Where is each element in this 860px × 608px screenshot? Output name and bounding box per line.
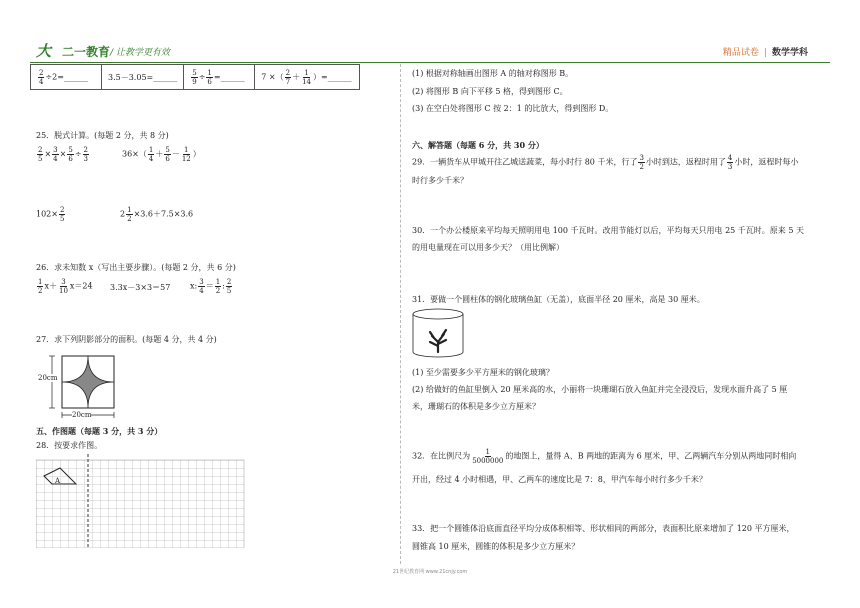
q28-step-1: (1) 根据对称轴画出图形 A 的轴对称图形 B。	[412, 69, 574, 78]
q26-expr-1: $\frac{1}{2}$ x＋ $\frac{3}{10}$ x＝24	[38, 278, 93, 295]
calc-cell-4-tail: ）=______	[312, 72, 352, 81]
section-5-title: 五、作图题（每题 3 分，共 3 分）	[36, 426, 163, 436]
calc-cell-4: 7 ×（ $\frac{2}{7}$ ＋ $\frac{1}{14}$ ）=______	[255, 65, 360, 90]
calc-cell-2	[102, 65, 184, 90]
header-tag: 精品试卷	[722, 48, 759, 58]
fish-tank-icon	[410, 306, 466, 362]
drawing-grid	[36, 452, 246, 548]
header-subject: 数学学科	[771, 48, 808, 58]
q33-line-2: 圆锥高 10 厘米，圆锥的体积是多少立方厘米？	[412, 542, 580, 551]
column-divider	[400, 64, 401, 564]
slogan: / 让教学更有效	[110, 48, 170, 58]
q30-line-2: 的用电量现在可以用多少天？（用比例解）	[412, 243, 564, 252]
q27-title: 27．求下列阴影部分的面积。(每题 4 分，共 4 分)	[36, 335, 217, 344]
q25-expr-2: 36×（ $\frac{1}{4}$ ＋ $\frac{5}{6}$ － $\frac{1}{12}$ ）	[122, 146, 201, 163]
section-6-title: 六、解答题（每题 6 分，共 30 分）	[412, 140, 544, 150]
calc-cell-1	[31, 65, 102, 90]
logo-name: 二一教育	[62, 45, 111, 59]
calc-cell-2-text: 3.5－3.05=______	[108, 72, 178, 82]
q26-expr-2: 3.3x－3×3＝57	[110, 283, 171, 292]
q31-part-3: 米，珊瑚石的体积是多少立方厘米？	[412, 402, 540, 411]
q29-line-2: 时行多少千米？	[412, 176, 468, 185]
q28-step-2: (2) 将图形 B 向下平移 5 格，得到图形 C。	[412, 87, 568, 96]
q25-title: 25．脱式计算。(每题 2 分，共 8 分)	[36, 131, 169, 140]
q31-part-2: (2) 给做好的鱼缸里倒入 20 厘米高的水，小丽将一块珊瑚石放入鱼缸并完全浸没后，发现水面升高了 5 厘	[412, 385, 788, 394]
q32-line-1: 32．在比例尺为 $\frac{1}{5000000}$ 的地图上，量得 A、B 两地的距离为 6 厘米，甲、乙两辆汽车分别从两地同时相向	[412, 448, 797, 465]
side-length-label: 20cm	[38, 374, 58, 382]
q25-expr-4: 2 $\frac{1}{2}$ ×3.6＋7.5×3.6	[120, 206, 194, 223]
fraction: $\frac{2}{4}$	[39, 68, 44, 86]
footer-text: 21世纪教育网 www.21cnjy.com	[392, 569, 468, 575]
q32-line-2: 开出，经过 4 小时相遇，甲、乙两车的速度比是 7：8，甲汽车每小时行多少千米？	[412, 475, 707, 484]
header-rule	[30, 62, 830, 63]
fraction: $\frac{1}{14}$	[302, 68, 311, 86]
q25-expr-1: $\frac{2}{5}$ × $\frac{3}{4}$ × $\frac{5}{6}$ ÷ $\frac{2}{3}$	[38, 146, 88, 163]
calc-cell-3: $\frac{5}{9}$ ÷ $\frac{1}{6}$ =______	[184, 65, 255, 90]
q28-step-3: (3) 在空白处将图形 C 按 2：1 的比放大，得到图形 D。	[412, 104, 614, 113]
fraction: $\frac{2}{7}$	[285, 68, 291, 86]
logo-mark: 大	[36, 42, 52, 60]
shaded-square-figure	[36, 352, 126, 420]
q25-expr-3: 102× $\frac{2}{5}$	[36, 206, 65, 223]
q26-title: 26．求未知数 x（写出主要步骤）。(每题 2 分，共 6 分)	[36, 263, 236, 272]
header-right	[723, 45, 808, 58]
bottom-length-label: 20cm	[72, 411, 92, 419]
fraction: $\frac{1}{6}$	[207, 68, 212, 86]
calc-row-table	[30, 64, 360, 90]
fraction: $\frac{5}{9}$	[192, 68, 197, 86]
q33-line-1: 33．把一个圆锥体沿底面直径平均分成体积相等、形状相同的两部分，表面积比原来增加了 120 平方厘米，	[412, 524, 795, 533]
q31-part-1: (1) 至少需要多少平方厘米的钢化玻璃？	[412, 368, 554, 377]
q31-line-1: 31．要做一个圆柱体的钢化玻璃鱼缸（无盖），底面半径 20 厘米，高是 30 厘米。	[412, 295, 705, 304]
shape-a-label: A	[55, 477, 61, 485]
q26-expr-3: x: $\frac{3}{4}$ ＝ $\frac{1}{2}$ : $\frac{2}{5}$	[190, 278, 232, 295]
calc-cell-4-head: 7 ×（	[261, 72, 284, 81]
q29-line-1: 29．一辆货车从甲城开往乙城送蔬菜，每小时行 80 千米，行了 $\frac{3}{2}$ 小时到达，返程时用了 $\frac{4}{3}$ 小时，返程时每小	[412, 154, 799, 171]
q30-line-1: 30．一个办公楼原来平均每天照明用电 100 千瓦时。改用节能灯以后，平均每天只用电 25 千瓦时。原来 5 天	[412, 226, 804, 235]
q28-title: 28．按要求作图。	[36, 441, 103, 450]
calc-cell-3-text: =______	[213, 72, 245, 81]
calc-cell-1-text: ÷2=______	[45, 72, 88, 81]
header-separator: |	[763, 48, 767, 58]
